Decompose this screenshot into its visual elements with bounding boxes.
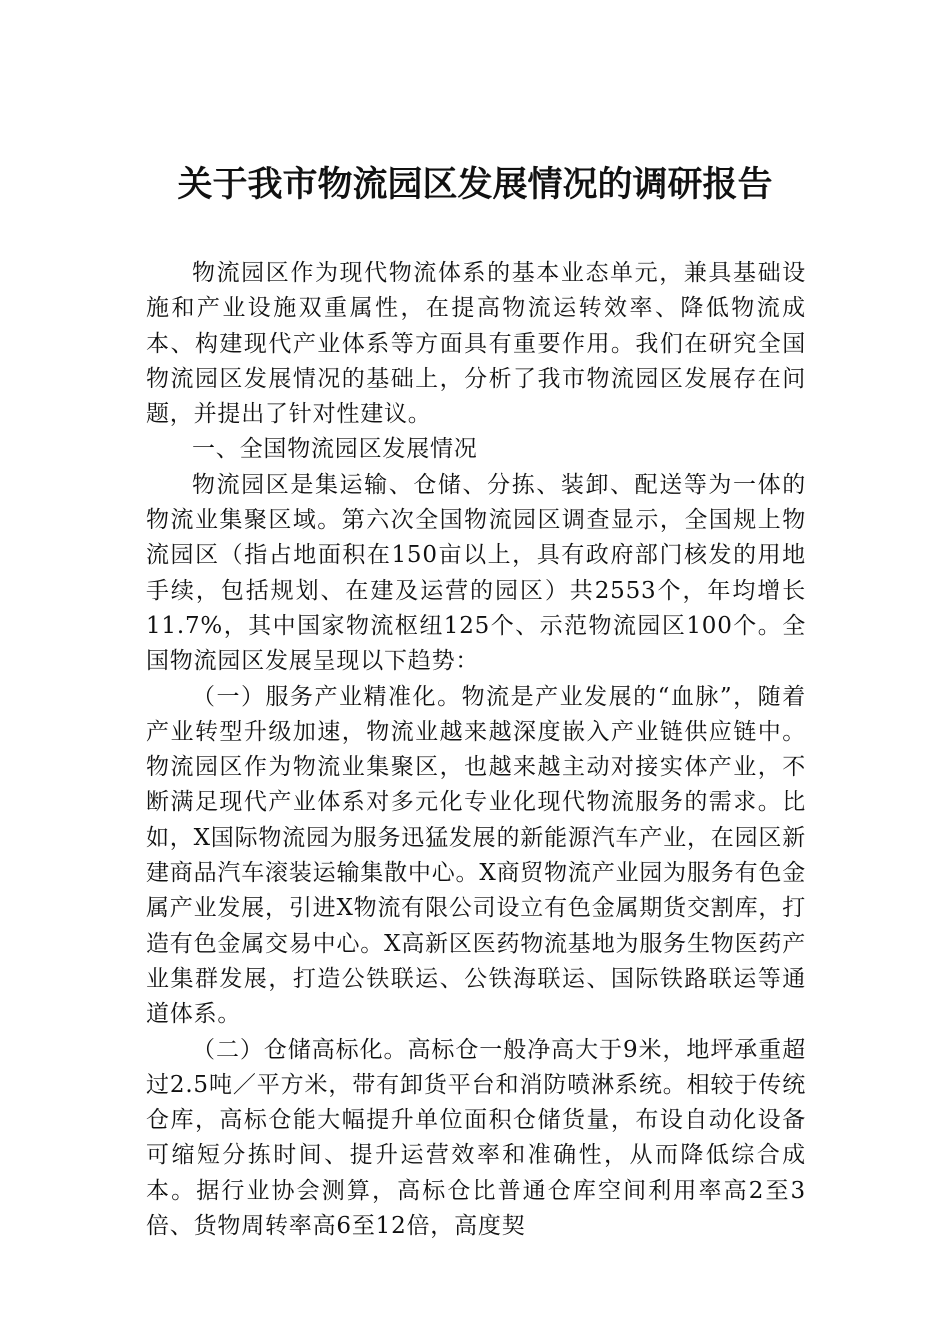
intro-paragraph: 物流园区作为现代物流体系的基本业态单元，兼具基础设施和产业设施双重属性，在提高物流运转效率、降低物流成本、构建现代产业体系等方面具有重要作用。我们在研究全国物流园区发展情况的基础上，分析了我市物流园区发展存在问题，并提出了针对性建议。 [146,260,806,428]
section-paragraph-overview: 物流园区是集运输、仓储、分拣、装卸、配送等为一体的物流业集聚区域。第六次全国物流园区调查显示，全国规上物流园区（指占地面积在150亩以上，具有政府部门核发的用地手续，包括规划、在建及运营的园区）共2553个，年均增长11.7%，其中国家物流枢纽125个、示范物流园区100个。全国物流园区发展呈现以下趋势： [146,471,806,675]
section-heading: 一、全国物流园区发展情况 [192,436,478,463]
document-body [146,256,806,1244]
section-paragraph-warehouse: （二）仓储高标化。高标仓一般净高大于9米，地坪承重超过2.5吨／平方米，带有卸货平台和消防喷淋系统。相较于传统仓库，高标仓能大幅提升单位面积仓储货量，布设自动化设备可缩短分拣时间、提升运营效率和准确性，从而降低综合成本。据行业协会测算，高标仓比普通仓库空间利用率高2至3倍、货物周转率高6至12倍，高度契 [146,1036,806,1240]
document-title: 关于我市物流园区发展情况的调研报告 [177,164,773,205]
section-paragraph-service: （一）服务产业精准化。物流是产业发展的“血脉”，随着产业转型升级加速，物流业越来越深度嵌入产业链供应链中。物流园区作为物流业集聚区，也越来越主动对接实体产业，不断满足现代产业体系对多元化专业化现代物流服务的需求。比如，X国际物流园为服务迅猛发展的新能源汽车产业，在园区新建商品汽车滚装运输集散中心。X商贸物流产业园为服务有色金属产业发展，引进X物流有限公司设立有色金属期货交割库，打造有色金属交易中心。X高新区医药物流基地为服务生物医药产业集群发展，打造公铁联运、公铁海联运、国际铁路联运等通道体系。 [146,683,806,1028]
